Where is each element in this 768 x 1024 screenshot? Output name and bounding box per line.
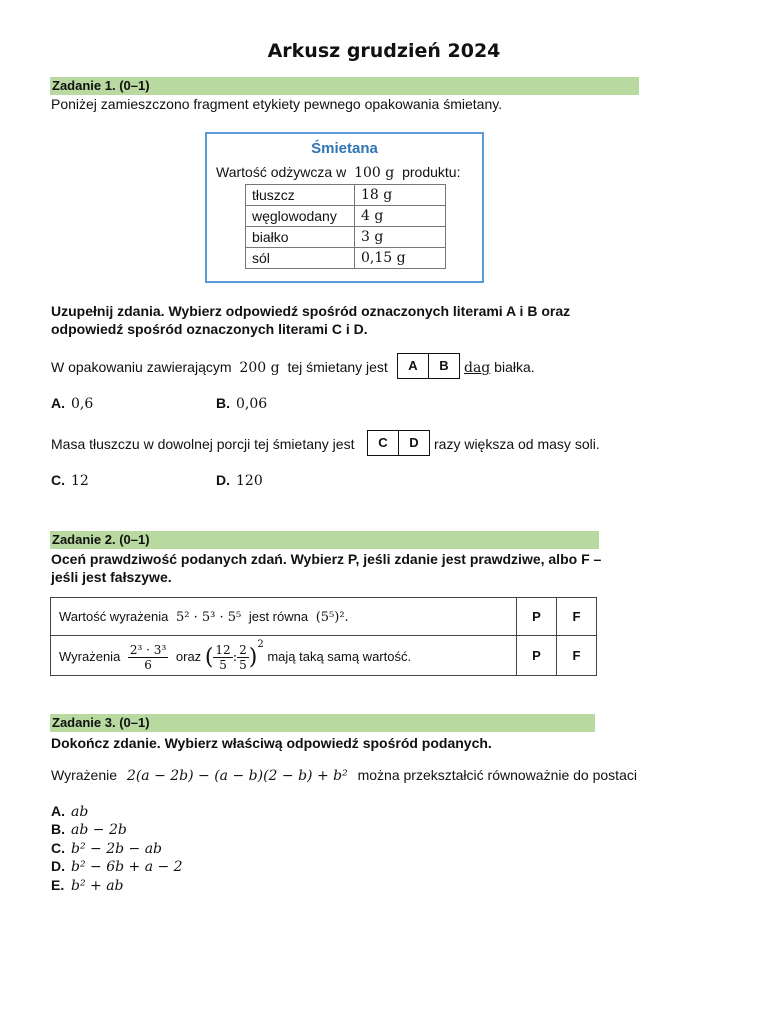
choice-d[interactable]: D <box>398 431 429 455</box>
table-row: białko 3 g <box>246 227 446 248</box>
table-row: węglowodany 4 g <box>246 206 446 227</box>
nutrition-label <box>205 132 484 283</box>
answer-a[interactable]: A. ab <box>51 803 89 820</box>
task2-header: Zadanie 2. (0–1) <box>50 531 599 549</box>
option-a[interactable]: A. 0,6 <box>51 395 94 412</box>
task1-intro: Poniżej zamieszczono fragment etykiety pewnego opakowania śmietany. <box>51 96 503 112</box>
answer-e[interactable]: E. b² + ab <box>51 877 124 894</box>
answer-d[interactable]: D. b² − 6b + a − 2 <box>51 858 183 875</box>
statement-1-p[interactable]: P <box>517 598 557 636</box>
statement-1-f[interactable]: F <box>557 598 597 636</box>
table-row <box>51 636 597 676</box>
label-subtitle: Wartość odżywcza w 100 g produktu: <box>216 164 461 181</box>
option-c[interactable]: C. 12 <box>51 472 89 489</box>
true-false-table <box>50 597 597 676</box>
option-d[interactable]: D. 120 <box>216 472 263 489</box>
task1-sentence1-end: dag białka. <box>464 359 535 376</box>
task2-instruction-line1: Oceń prawdziwość podanych zdań. Wybierz P, jeśli zdanie jest prawdziwe, albo F – <box>51 551 602 567</box>
statement-2: Wyrażenia $\frac{\text{2³ · 3³}}{6}$ oraz ( $\frac{12}{5}$ : $\frac{2}{5}$ )$^2$ mają taką samą wartość. <box>51 636 517 676</box>
task3-sentence: Wyrażenie 2(a − 2b) − (a − b)(2 − b) + b² można przekształcić równoważnie do postaci <box>51 767 637 784</box>
task1-instruction-line1: Uzupełnij zdania. Wybierz odpowiedź spośród oznaczonych literami A i B oraz <box>51 303 571 319</box>
label-title: Śmietana <box>311 140 378 157</box>
task3-header: Zadanie 3. (0–1) <box>50 714 595 732</box>
task2-instruction-line2: jeśli jest fałszywe. <box>51 569 172 585</box>
statement-2-f[interactable]: F <box>557 636 597 676</box>
task1-sentence2-end: razy większa od masy soli. <box>434 436 600 452</box>
answer-b[interactable]: B. ab − 2b <box>51 821 127 838</box>
task1-header: Zadanie 1. (0–1) <box>50 77 639 95</box>
statement-1: Wartość wyrażenia 5² · 5³ · 5⁵ jest równa (5⁵)². <box>51 598 517 636</box>
task1-sentence2-start: Masa tłuszczu w dowolnej porcji tej śmietany jest <box>51 436 355 452</box>
task1-sentence1-start: W opakowaniu zawierającym 200 g tej śmietany jest <box>51 359 388 376</box>
table-row: sól 0,15 g <box>246 248 446 269</box>
choice-c[interactable]: C <box>378 435 388 450</box>
table-row: tłuszcz 18 g <box>246 185 446 206</box>
choice-b[interactable]: B <box>428 354 459 378</box>
answer-c[interactable]: C. b² − 2b − ab <box>51 840 163 857</box>
page-title: Arkusz grudzień 2024 <box>267 40 501 62</box>
choice-ab[interactable] <box>397 353 460 379</box>
choice-a[interactable]: A <box>408 358 418 373</box>
choice-cd[interactable] <box>367 430 430 456</box>
table-row <box>51 598 597 636</box>
option-b[interactable]: B. 0,06 <box>216 395 268 412</box>
statement-2-p[interactable]: P <box>517 636 557 676</box>
task1-instruction-line2: odpowiedź spośród oznaczonych literami C i D. <box>51 321 368 337</box>
task3-instruction: Dokończ zdanie. Wybierz właściwą odpowiedź spośród podanych. <box>51 735 492 751</box>
nutrition-table <box>245 184 446 269</box>
